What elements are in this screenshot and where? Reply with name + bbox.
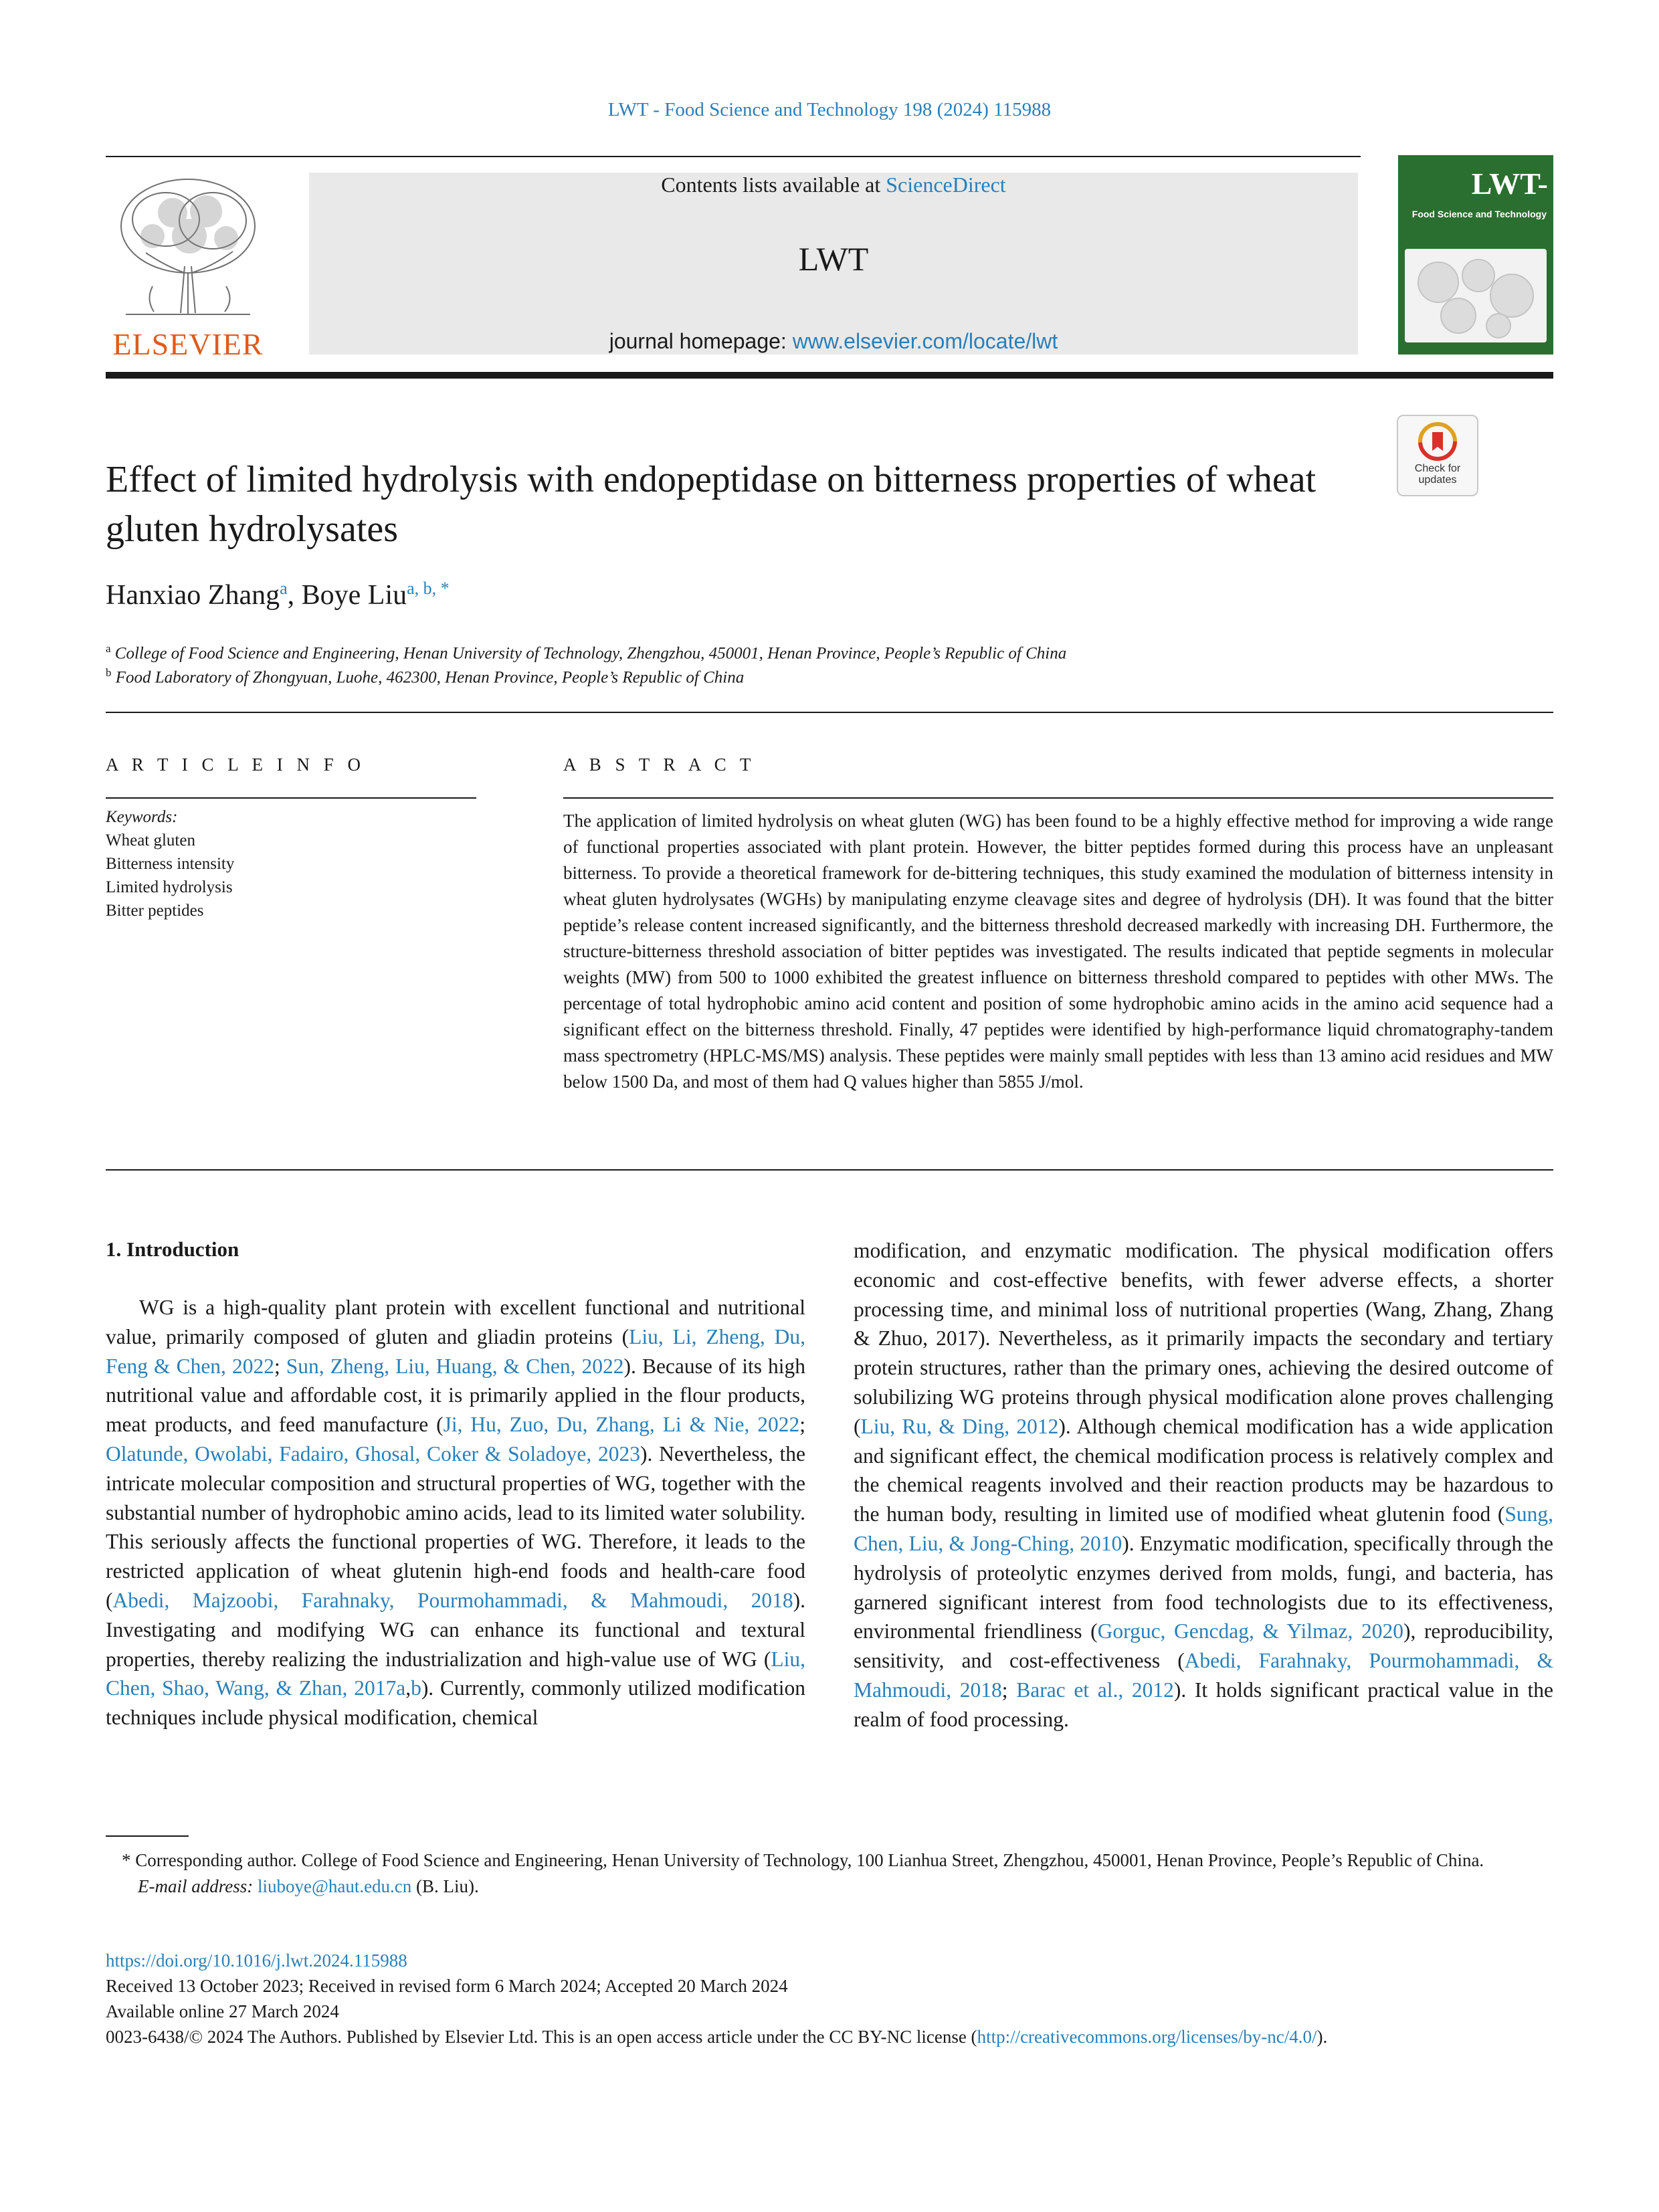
body-text: ). Investigating and modifying WG can enhance its functional and textural properties, thereby realizing the industrialization and high-value use of WG ( bbox=[106, 1588, 805, 1671]
footnote-text: Corresponding author. College of Food Science and Engineering, Henan University of Technology, 100 Lianhua Street, Zhengzhou, 450001, Henan Province, People’s Republic of China. bbox=[130, 1850, 1484, 1870]
body-text: WG is a high-quality plant protein with excellent functional and nutritional value, primarily composed of gluten and gliadin proteins ( bbox=[106, 1296, 805, 1348]
intro-paragraph bbox=[106, 1293, 805, 1732]
citation-link[interactable]: Olatunde, Owolabi, Fadairo, Ghosal, Coker & Soladoye, 2023 bbox=[106, 1441, 641, 1466]
cover-title: LWT- bbox=[1471, 167, 1548, 201]
license-line bbox=[106, 2024, 1553, 2049]
cover-subtitle: Food Science and Technology bbox=[1411, 209, 1547, 219]
intro-right-column bbox=[854, 1236, 1553, 1734]
email-suffix: (B. Liu). bbox=[411, 1876, 479, 1896]
affiliation-a bbox=[106, 642, 1066, 663]
citation-link[interactable]: b bbox=[411, 1676, 421, 1700]
affiliation-text: Food Laboratory of Zhongyuan, Luohe, 462300, Henan Province, People’s Republic of China bbox=[115, 668, 745, 687]
author-affiliation-marker[interactable]: a bbox=[280, 579, 288, 598]
email-line bbox=[106, 1874, 1553, 1900]
body-text: ). It holds significant practical value in the realm of food processing. bbox=[854, 1678, 1553, 1731]
bookmark-icon bbox=[1418, 421, 1458, 462]
body-text: modification, and enzymatic modification. The physical modification offers economic and cost-effective benefits, with fewer adverse effects, a shorter processing time, and minimal loss of nutritional properties (Wang, Zhang, Zhang & Zhuo, 2017). Nevertheless, as it primarily impacts the secondary and tertiary protein structures, rather than the primary ones, achieving the desired outcome of solubilizing WG proteins through physical modification alone proves challenging ( bbox=[854, 1239, 1553, 1438]
affiliation-b bbox=[106, 666, 744, 687]
affiliation-rule bbox=[106, 712, 1553, 713]
abstract-heading: A B S T R A C T bbox=[563, 755, 756, 775]
keyword-item: Limited hydrolysis bbox=[106, 878, 233, 896]
top-rule bbox=[106, 156, 1361, 157]
citation-link[interactable]: Liu, Ru, & Ding, 2012 bbox=[860, 1414, 1059, 1438]
citation-link[interactable]: Barac et al., 2012 bbox=[1016, 1678, 1174, 1702]
affiliation-marker: a bbox=[106, 642, 111, 655]
journal-cover-image[interactable] bbox=[1398, 155, 1553, 355]
abstract-rule bbox=[563, 797, 1553, 799]
contents-line bbox=[309, 173, 1358, 197]
intro-left-column bbox=[106, 1293, 805, 1732]
intro-paragraph bbox=[854, 1236, 1553, 1734]
citation-link[interactable]: Abedi, Farahnaky, Pourmohammadi, & Mahmoudi, 2018 bbox=[854, 1649, 1553, 1702]
citation-link[interactable]: Sun, Zheng, Liu, Huang, & Chen, 2022 bbox=[286, 1354, 624, 1378]
footnote-rule bbox=[106, 1835, 189, 1837]
body-text: ). Although chemical modification has a wide application and significant effect, the chemical modification process is relatively complex and the chemical reagents involved and their reaction products may be hazardous to the human body, resulting in limited use of modified wheat glutenin food ( bbox=[854, 1414, 1553, 1526]
body-text: ). Nevertheless, the intricate molecular composition and structural properties of WG, together with the substantial number of hydrophobic amino acids, lead to its limited water solubility. This seriously affects the functional properties of WG. Therefore, it leads to the restricted application of wheat glutenin high-end foods and health-care food ( bbox=[106, 1441, 806, 1612]
author-affiliation-marker[interactable]: a, b, * bbox=[407, 579, 450, 598]
citation-link[interactable]: Abedi, Majzoobi, Farahnaky, Pourmohammadi, & Mahmoudi, 2018 bbox=[112, 1588, 793, 1612]
body-text: ; bbox=[274, 1354, 286, 1378]
author-name[interactable]: Hanxiao Zhang bbox=[106, 580, 280, 611]
journal-homepage bbox=[309, 329, 1358, 354]
license-text: 0023-6438/© 2024 The Authors. Published by Elsevier Ltd. This is an open access article under the CC BY-NC license ( bbox=[106, 2027, 977, 2047]
keywords-heading: Keywords: bbox=[106, 808, 178, 826]
received-dates: Received 13 October 2023; Received in revised form 6 March 2024; Accepted 20 March 2024 bbox=[106, 1976, 788, 1996]
journal-name: LWT bbox=[798, 240, 869, 278]
article-info-rule bbox=[106, 797, 476, 799]
contents-prefix: Contents lists available at bbox=[661, 173, 886, 197]
homepage-prefix: journal homepage: bbox=[609, 329, 793, 353]
body-text: ; bbox=[799, 1413, 805, 1437]
body-text: ; bbox=[1001, 1678, 1017, 1702]
citation-link[interactable]: Liu, Li, Zheng, Du, Feng & Chen, 2022 bbox=[106, 1324, 805, 1378]
keyword-item: Wheat gluten bbox=[106, 831, 195, 849]
article-info-heading: A R T I C L E I N F O bbox=[106, 755, 366, 775]
article-meta bbox=[106, 1948, 1553, 2049]
citation-link[interactable]: Gorguc, Gencdag, & Yilmaz, 2020 bbox=[1097, 1619, 1403, 1643]
license-link[interactable]: http://creativecommons.org/licenses/by-nc/4.0/ bbox=[977, 2027, 1317, 2047]
affiliation-marker: b bbox=[106, 666, 112, 679]
affiliation-text: College of Food Science and Engineering, Henan University of Technology, Zhengzhou, 450001, Henan Province, People’s Republic of China bbox=[114, 644, 1067, 663]
author-name[interactable]: Boye Liu bbox=[301, 580, 407, 611]
check-for-updates-badge[interactable] bbox=[1397, 415, 1478, 496]
email-label: E-mail address: bbox=[138, 1876, 258, 1896]
doi-link[interactable]: https://doi.org/10.1016/j.lwt.2024.115988 bbox=[106, 1950, 407, 1971]
sciencedirect-link[interactable]: ScienceDirect bbox=[886, 173, 1006, 197]
citation-link[interactable]: Sung, Chen, Liu, & Jong-Ching, 2010 bbox=[854, 1502, 1553, 1555]
homepage-link[interactable]: www.elsevier.com/locate/lwt bbox=[792, 329, 1058, 353]
journal-reference[interactable]: LWT - Food Science and Technology 198 (2024) 115988 bbox=[607, 99, 1052, 120]
available-online: Available online 27 March 2024 bbox=[106, 2001, 339, 2021]
body-text: ). Because of its high nutritional value and affordable cost, it is primarily applied in the flour products, meat products, and feed manufacture ( bbox=[106, 1354, 805, 1437]
header-rule bbox=[106, 372, 1553, 379]
keyword-item: Bitterness intensity bbox=[106, 855, 235, 873]
body-text: , bbox=[405, 1676, 411, 1700]
citation-link[interactable]: Liu, Chen, Shao, Wang, & Zhan, 2017a bbox=[106, 1647, 805, 1700]
check-updates-label: Check for updates bbox=[1414, 463, 1461, 486]
article-title: Effect of limited hydrolysis with endopeptidase on bitterness properties of wheat gluten hydrolysates bbox=[106, 459, 1316, 550]
author-separator: , bbox=[287, 580, 302, 611]
body-text: ). Currently, commonly utilized modification techniques include physical modification, chemical bbox=[106, 1676, 805, 1730]
footnote-marker: * bbox=[122, 1850, 131, 1870]
section-heading-introduction: 1. Introduction bbox=[106, 1237, 239, 1261]
email-link[interactable]: liuboye@haut.edu.cn bbox=[257, 1876, 412, 1896]
body-text: ), reproducibility, sensitivity, and cost-effectiveness ( bbox=[854, 1619, 1553, 1673]
keyword-item: Bitter peptides bbox=[106, 902, 204, 920]
abstract-bottom-rule bbox=[106, 1169, 1553, 1171]
cover-artwork bbox=[1405, 249, 1547, 342]
corresponding-author-footnote bbox=[106, 1847, 1553, 1900]
elsevier-wordmark: ELSEVIER bbox=[112, 327, 264, 361]
citation-link[interactable]: Ji, Hu, Zuo, Du, Zhang, Li & Nie, 2022 bbox=[443, 1413, 800, 1437]
author-list bbox=[106, 579, 450, 611]
license-suffix: ). bbox=[1316, 2027, 1328, 2047]
abstract-text: The application of limited hydrolysis on wheat gluten (WG) has been found to be a highly effective method for improving a wide range of functional properties associated with plant protein. However, the bitter peptides formed during this process have an unpleasant bitterness. To provide a theoretical framework for de-bittering techniques, this study examined the modulation of bitterness intensity in wheat gluten hydrolysates (WGHs) by manipulating enzyme cleavage sites and degree of hydrolysis (DH). It was found that the bitter peptide’s release content increased significantly, and the bitterness threshold decreased markedly with increasing DH. Furthermore, the structure-bitterness threshold association of bitter peptides was investigated. The results indicated that peptide segments in molecular weights (MW) from 500 to 1000 exhibited the greatest influence on bitterness threshold compared to peptides with other MWs. The percentage of total hydrophobic amino acid content and position of some hydrophobic amino acids in the amino acid sequence had a significant effect on the bitterness threshold. Finally, 47 peptides were identified by high-performance liquid chromatography-tandem mass spectrometry (HPLC-MS/MS) analysis. These peptides were mainly small peptides with less than 13 amino acid residues and MW below 1500 Da, and most of them had Q values higher than 5855 J/mol. bbox=[563, 811, 1553, 1092]
body-text: ). Enzymatic modification, specifically through the hydrolysis of proteolytic enzymes derived from molds, fungi, and bacteria, has garnered significant interest from food technologists due to its effectiveness, environmental friendliness ( bbox=[854, 1531, 1553, 1643]
